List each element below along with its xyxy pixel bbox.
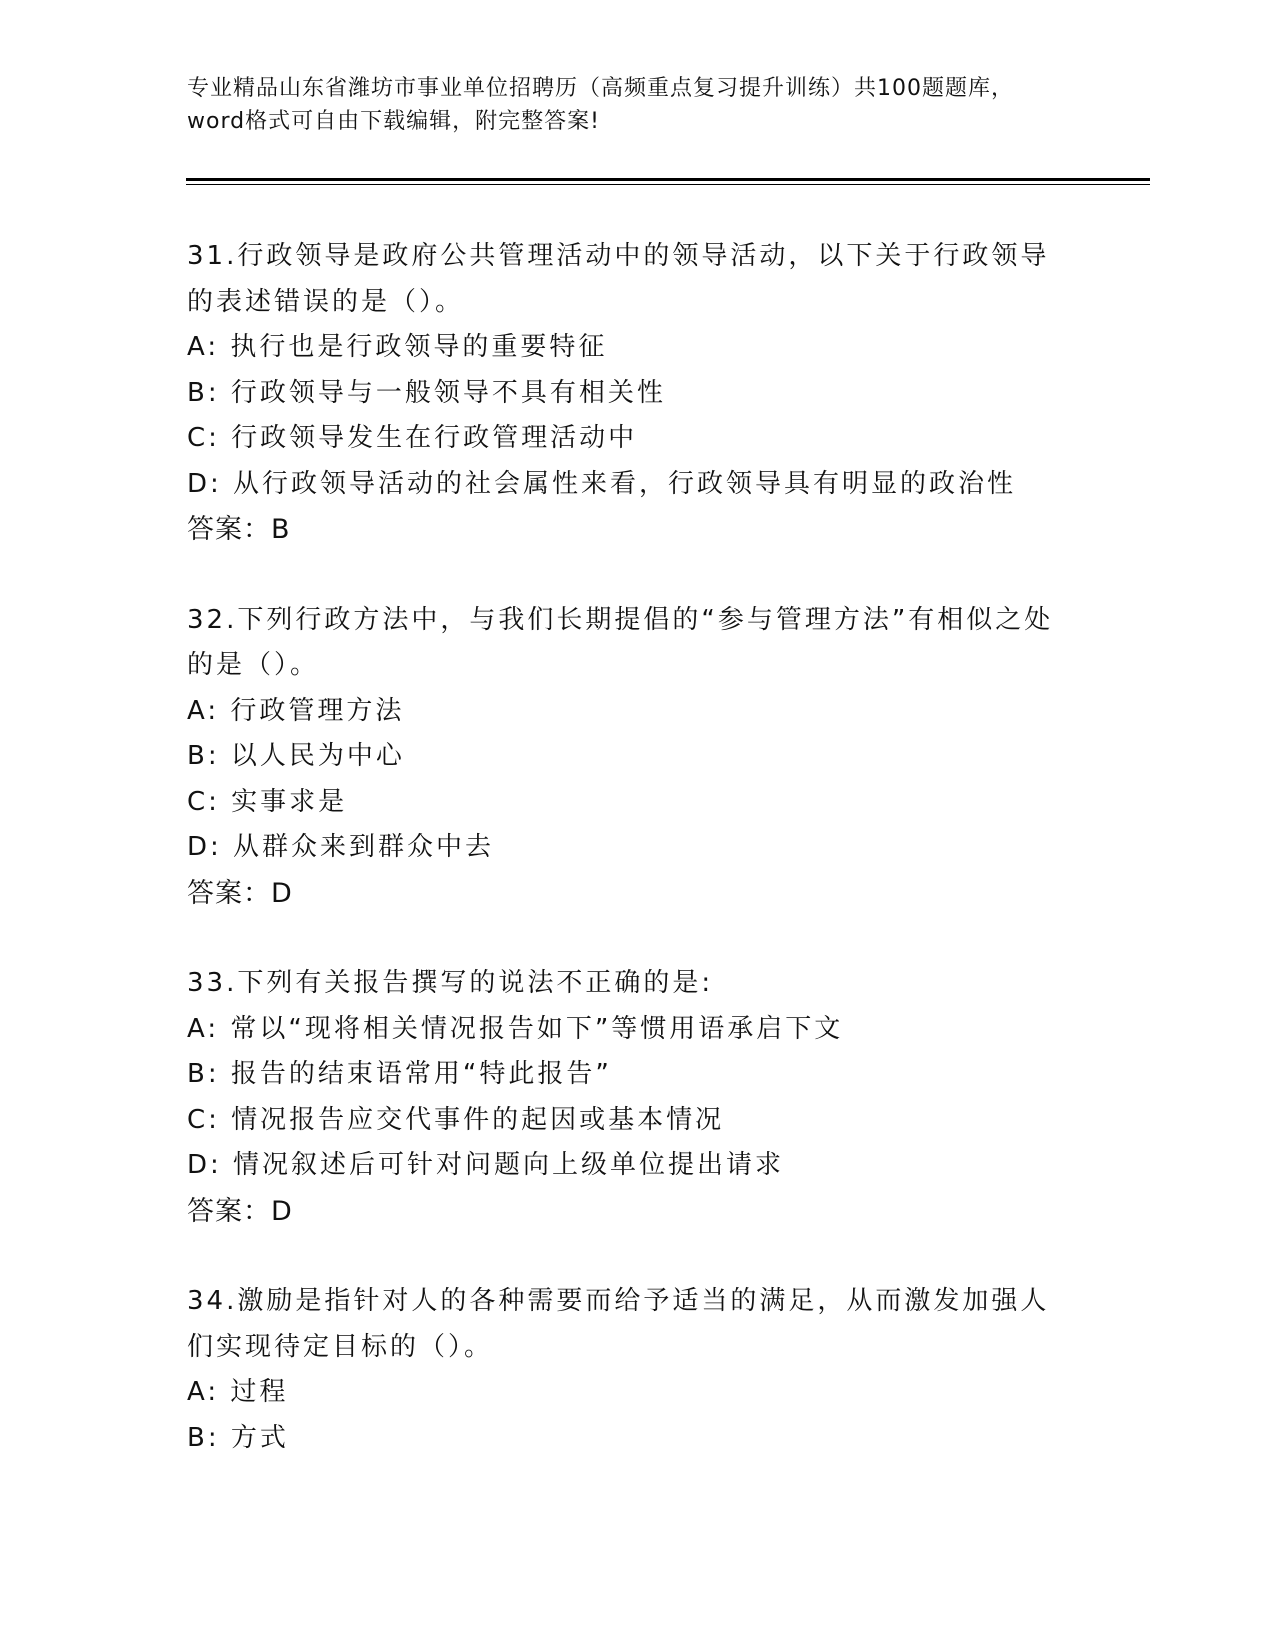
option-a: A: 过程 [187, 1377, 289, 1407]
question-32 [187, 598, 1087, 917]
option-b: B: 以人民为中心 [187, 741, 405, 771]
option-a: A: 常以“现将相关情况报告如下”等惯用语承启下文 [187, 1013, 844, 1044]
option-b: B: 行政领导与一般领导不具有相关性 [187, 377, 666, 408]
option-d: D: 情况叙述后可针对问题向上级单位提出请求 [187, 1150, 785, 1180]
answer-line: 答案：D [187, 877, 293, 909]
question-stem: 31.行政领导是政府公共管理活动中的领导活动，以下关于行政领导的表述错误的是（）。 [187, 241, 1050, 317]
option-a: A: 行政管理方法 [187, 695, 405, 726]
option-c: C: 情况报告应交代事件的起因或基本情况 [187, 1104, 725, 1135]
answer-line: 答案：D [187, 1195, 293, 1227]
option-b: B: 报告的结束语常用“特此报告” [187, 1059, 612, 1089]
question-33 [187, 961, 1087, 1234]
option-a: A: 执行也是行政领导的重要特征 [187, 332, 608, 362]
document-header: 专业精品山东省潍坊市事业单位招聘历（高频重点复习提升训练）共100题题库，word格式可自由下载编辑，附完整答案! [187, 76, 1014, 134]
question-stem: 32.下列行政方法中，与我们长期提倡的“参与管理方法”有相似之处的是（）。 [187, 604, 1054, 680]
option-d: D: 从行政领导活动的社会属性来看，行政领导具有明显的政治性 [187, 468, 1017, 499]
option-c: C: 实事求是 [187, 786, 348, 817]
option-b: B: 方式 [187, 1422, 289, 1453]
question-stem: 34.激励是指针对人的各种需要而给予适当的满足，从而激发加强人们实现待定目标的（）。 [187, 1286, 1050, 1362]
header-divider-thin [186, 184, 1150, 185]
question-31 [187, 234, 1087, 553]
question-list [187, 234, 1087, 1506]
answer-line: 答案：B [187, 514, 291, 545]
header-divider-thick [186, 178, 1150, 181]
option-c: C: 行政领导发生在行政管理活动中 [187, 423, 638, 453]
question-stem: 33.下列有关报告撰写的说法不正确的是: [187, 968, 714, 998]
option-d: D: 从群众来到群众中去 [187, 832, 495, 862]
question-34 [187, 1279, 1087, 1461]
